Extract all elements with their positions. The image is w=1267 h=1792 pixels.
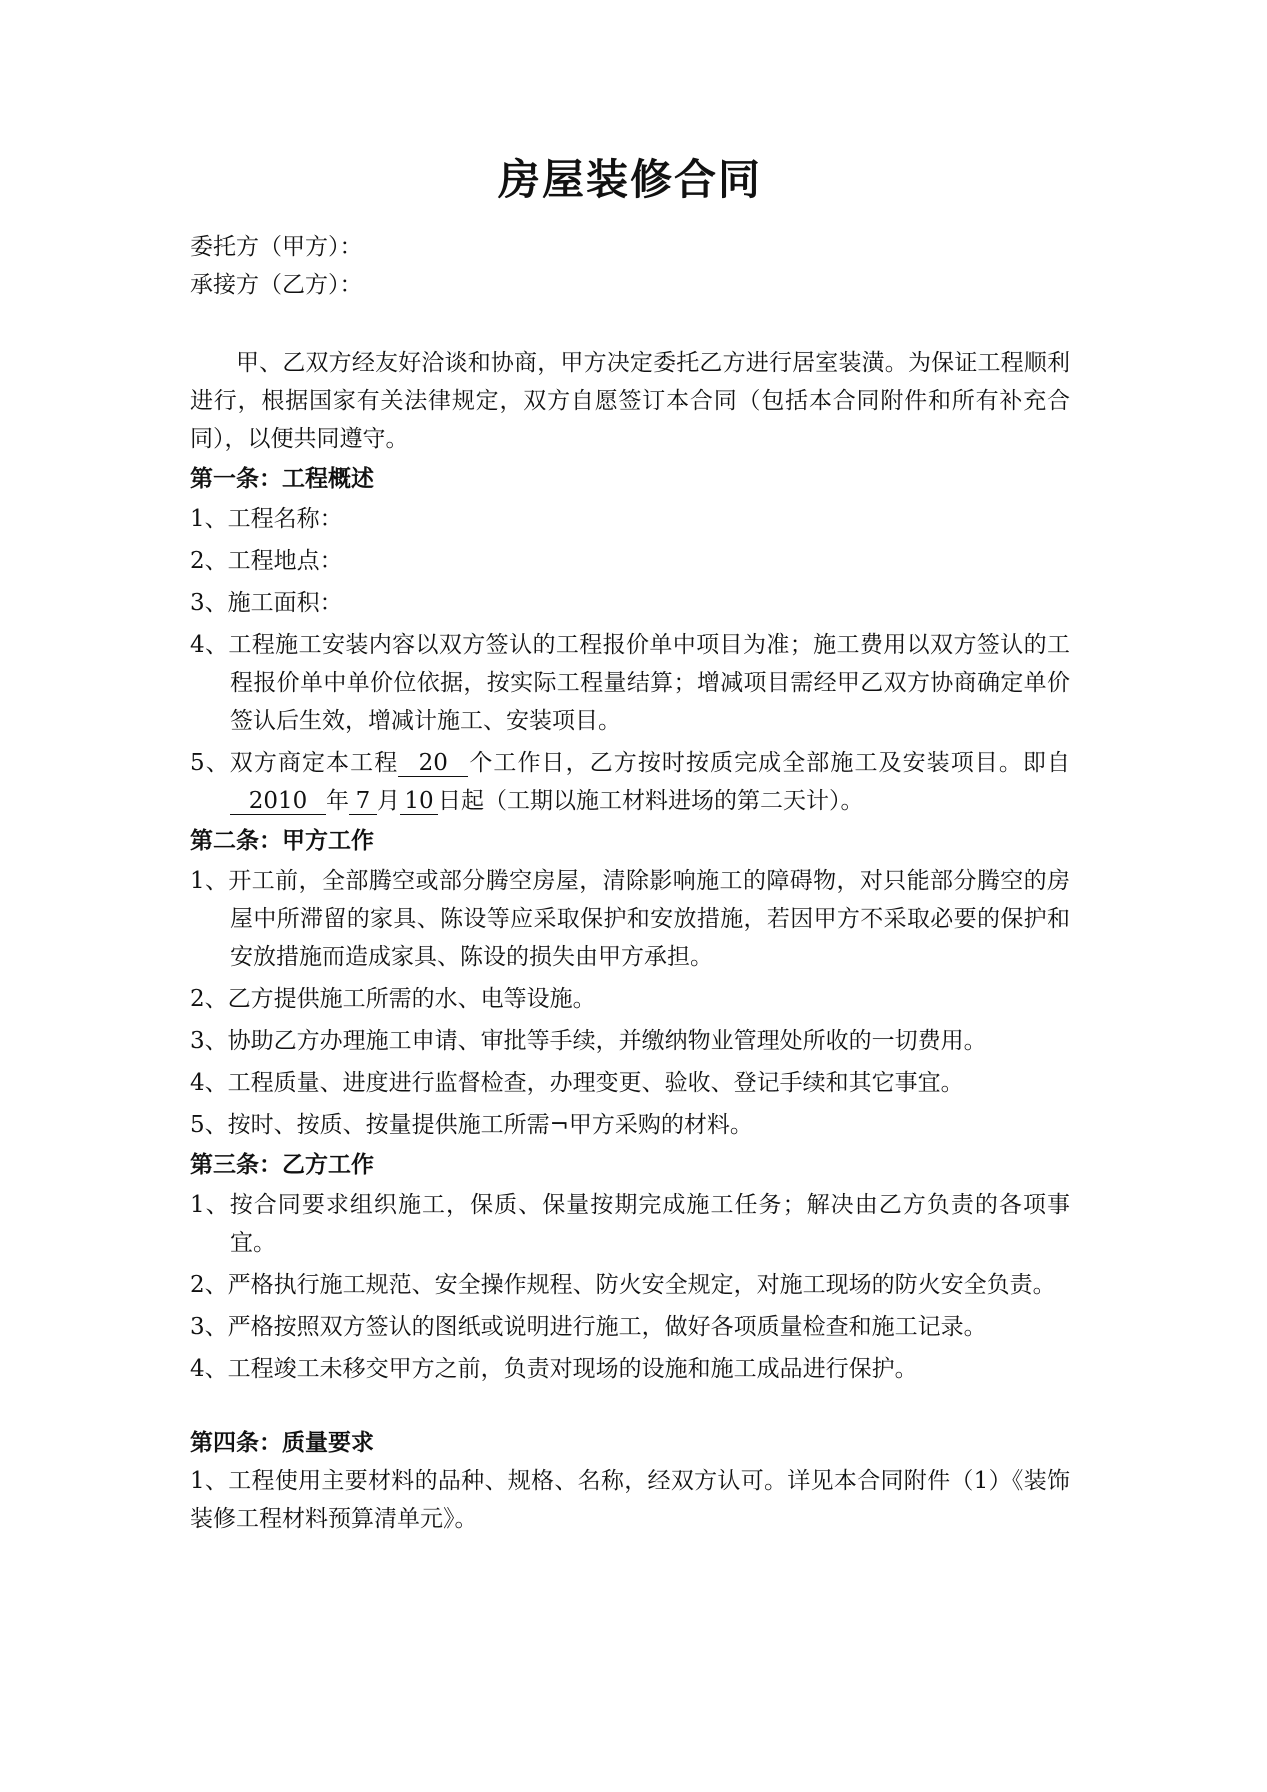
item-5-text: 年 bbox=[326, 788, 349, 814]
item-5-text: 5、双方商定本工程 bbox=[190, 750, 399, 776]
section-1-item: 2、工程地点： bbox=[190, 548, 343, 574]
section-3-heading: 第三条：乙方工作 bbox=[190, 1151, 374, 1178]
page-title: 房屋装修合同 bbox=[497, 155, 762, 204]
section-3-item: 3、严格按照双方签认的图纸或说明进行施工，做好各项质量检查和施工记录。 bbox=[190, 1314, 987, 1340]
section-2-item: 4、工程质量、进度进行监督检查，办理变更、验收、登记手续和其它事宜。 bbox=[190, 1070, 964, 1096]
section-1-item: 3、施工面积： bbox=[190, 590, 343, 616]
section-2-item: 1、开工前，全部腾空或部分腾空房屋，清除影响施工的障碍物，对只能部分腾空的房屋中所滞留的家具、陈设等应采取保护和安放措施，若因甲方不采取必要的保护和安放措施而造成家具、陈设的损失由甲方承担。 bbox=[190, 868, 1070, 970]
section-1-item: 1、工程名称： bbox=[190, 506, 343, 532]
spacer bbox=[190, 1388, 1070, 1422]
item-5-text: 个工作日，乙方按时按质完成全部施工及安装项目。即自 bbox=[468, 750, 1071, 776]
section-1-heading: 第一条：工程概述 bbox=[190, 465, 374, 492]
intro-paragraph: 甲、乙双方经友好洽谈和协商，甲方决定委托乙方进行居室装潢。为保证工程顺利进行，根据国家有关法律规定，双方自愿签订本合同（包括本合同附件和所有补充合同），以便共同遵守。 bbox=[190, 350, 1070, 452]
item-5-text: 日起（工期以施工材料进场的第二天计）。 bbox=[438, 788, 864, 814]
section-3-item: 4、工程竣工未移交甲方之前，负责对现场的设施和施工成品进行保护。 bbox=[190, 1356, 918, 1382]
workdays-value: 20 bbox=[398, 750, 468, 777]
section-2-item: 2、乙方提供施工所需的水、电等设施。 bbox=[190, 986, 596, 1012]
start-day-value: 10 bbox=[400, 788, 438, 815]
spacer bbox=[190, 304, 1070, 344]
item-5-text: 月 bbox=[377, 788, 400, 814]
contract-page bbox=[190, 150, 1070, 1538]
section-1-item: 4、工程施工安装内容以双方签认的工程报价单中项目为准；施工费用以双方签认的工程报价单中单价位依据，按实际工程量结算；增减项目需经甲乙双方协商确定单价签认后生效，增减计施工、安装项目。 bbox=[190, 632, 1070, 734]
party-a-label: 委托方（甲方）： bbox=[190, 234, 363, 260]
section-4-item: 1、工程使用主要材料的品种、规格、名称，经双方认可。详见本合同附件（1）《装饰装修工程材料预算清单元》。 bbox=[190, 1468, 1070, 1532]
start-year-value: 2010 bbox=[230, 788, 326, 815]
section-1-item-5 bbox=[190, 744, 1070, 820]
party-b-label: 承接方（乙方）： bbox=[190, 272, 363, 298]
section-2-item: 3、协助乙方办理施工申请、审批等手续，并缴纳物业管理处所收的一切费用。 bbox=[190, 1028, 987, 1054]
section-2-item: 5、按时、按质、按量提供施工所需¬甲方采购的材料。 bbox=[190, 1112, 753, 1138]
section-3-item: 2、严格执行施工规范、安全操作规程、防火安全规定，对施工现场的防火安全负责。 bbox=[190, 1272, 1056, 1298]
section-2-heading: 第二条：甲方工作 bbox=[190, 827, 374, 854]
section-3-item: 1、按合同要求组织施工，保质、保量按期完成施工任务；解决由乙方负责的各项事宜。 bbox=[190, 1192, 1070, 1256]
start-month-value: 7 bbox=[349, 788, 377, 815]
section-4-heading: 第四条：质量要求 bbox=[190, 1429, 374, 1456]
